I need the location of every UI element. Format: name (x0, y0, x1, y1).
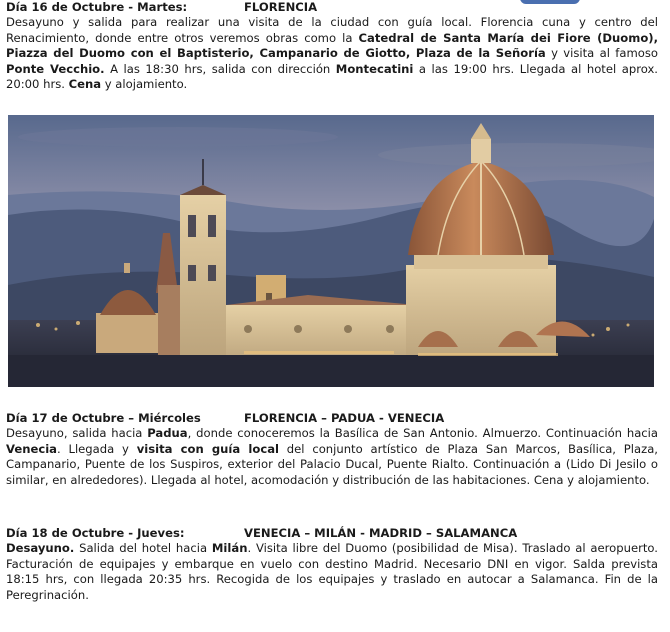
itinerary-day-16 (6, 0, 658, 92)
highlighted-text: Cena (68, 77, 102, 92)
highlighted-text: Catedral de Santa María dei Fiore (Duomo), Piazza del Duomo con el Baptisterio, Campanario de Giotto, Plaza de la Señoría (6, 30, 658, 61)
itinerary-day-18 (6, 526, 658, 603)
body-text: del conjunto artístico de Plaza San Marcos, Basílica, Plaza, Campanario, Puente de los Suspiros, exterior del Palacio Ducal, Puente Rialto. Continuación a (Lido Di Jesilo o similar, en alrededores). Llegada al hotel, acomodación y distribución de las habitaciones. Cena y alojamiento. (6, 441, 658, 487)
body-text: a las 19:00 hrs. Llegada al hotel aprox. 20:00 hrs. (6, 61, 658, 92)
highlighted-text: Ponte Vecchio. (6, 61, 105, 76)
day-paragraph (6, 541, 658, 603)
day-date: Día 18 de Octubre - Jueves: (6, 526, 185, 540)
highlighted-text: visita con guía local (136, 441, 279, 456)
day-route: FLORENCIA (244, 0, 318, 14)
body-text: Desayuno y salida para realizar una visita de la ciudad con guía local. Florencia cuna y centro del Renacimiento, donde entre otros veremos obras como la (6, 15, 658, 45)
day-paragraph (6, 15, 658, 92)
highlighted-text: Padua (147, 426, 188, 441)
day-description (6, 426, 658, 488)
body-text: A las 18:30 hrs, salida con dirección (104, 61, 336, 76)
photo-illustration (8, 115, 654, 387)
body-text: y alojamiento. (101, 77, 188, 92)
day-description (6, 15, 658, 92)
day-description (6, 541, 658, 603)
day-route: FLORENCIA – PADUA - VENECIA (244, 411, 445, 425)
body-text: y visita al famoso (545, 46, 658, 61)
day-paragraph (6, 426, 658, 488)
body-text: Desayuno, salida hacia (6, 426, 148, 441)
body-text: Salida del hotel hacia (74, 541, 212, 556)
body-text: , donde conoceremos la Basílica de San Antonio. Almuerzo. Continuación hacia (187, 426, 658, 441)
day-route: VENECIA – MILÁN - MADRID – SALAMANCA (244, 526, 518, 540)
day-heading (6, 526, 658, 541)
day-date: Día 17 de Octubre – Miércoles (6, 411, 201, 425)
highlighted-text: Milán (211, 541, 248, 556)
day-heading (6, 411, 658, 426)
day-date: Día 16 de Octubre - Martes: (6, 0, 188, 14)
florence-duomo-photo (8, 115, 654, 387)
body-text: . Visita libre del Duomo (posibilidad de Misa). Traslado al aeropuerto. Facturación de equipajes y embarque en vuelo con destino Madrid. Necesario DNI en vigor. Salda prevista 18:15 hrs, con llegada 20:35 hrs. Recogida de los equipajes y traslado en autocar a Salamanca. Fin de la Peregrinación. (6, 541, 658, 602)
highlighted-text: Venecia (6, 441, 57, 456)
day-heading (6, 0, 658, 15)
highlighted-text: Montecatini (335, 61, 414, 76)
highlighted-text: Desayuno. (6, 541, 75, 556)
body-text: . Llegada y (57, 441, 137, 456)
itinerary-day-17 (6, 411, 658, 488)
